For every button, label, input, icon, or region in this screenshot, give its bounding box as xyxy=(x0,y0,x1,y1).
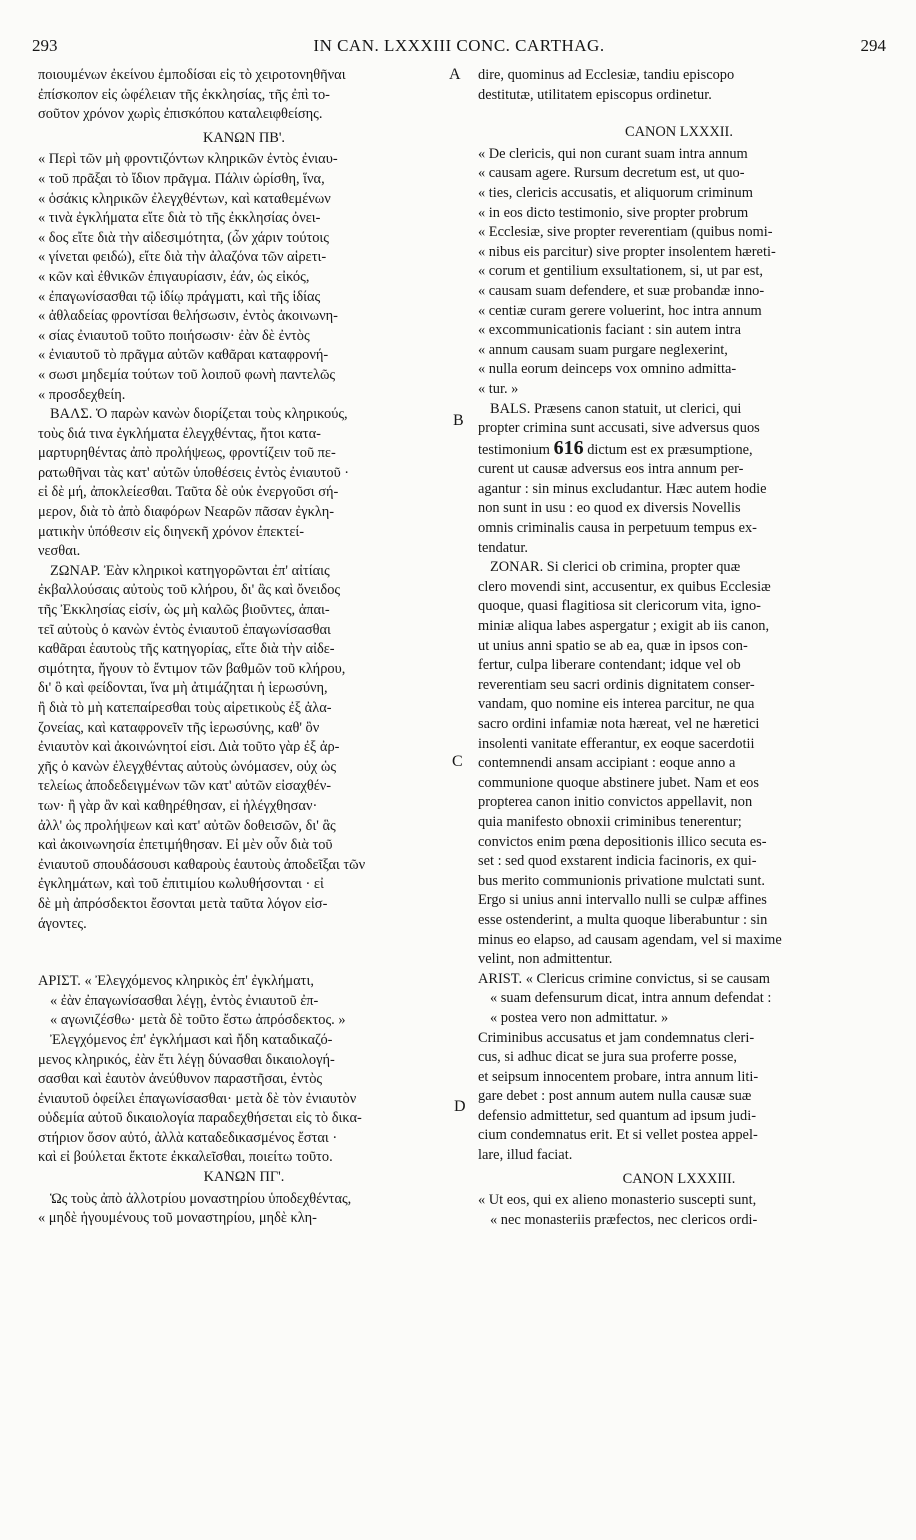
text-line: ut unius anni spatio se ab ea, quæ in ipsos con- xyxy=(478,637,748,654)
commentator-label: ARIST. xyxy=(478,970,523,987)
commentator-label: ΑΡΙΣΤ. xyxy=(38,973,81,990)
text-line: « τοῦ πρᾶξαι τὸ ἴδιον πρᾶγμα. Πάλιν ὡρίσθη, ἵνα, xyxy=(38,170,325,187)
text-line: communione quoque abstinere jubet. Nam et eos xyxy=(478,774,759,791)
text-line: bus merito communionis privatione mulctati sunt. xyxy=(478,872,765,889)
text-line: reverentiam seu sacri ordinis dignitatem conser- xyxy=(478,676,755,693)
text-line: esse ostenderint, a multa quoque liberabuntur : sin xyxy=(478,911,768,928)
text-line: tendatur. xyxy=(478,539,528,556)
text-line: insolenti vanitate efferantur, ex eoque sacerdotii xyxy=(478,735,755,752)
text-line: propter crimina sunt accusati, sive adversus quos xyxy=(478,420,760,437)
text-line: ματικὴν ὑπόθεσιν εἰς διηνεκῆ χρόνον ἐπεκτεί- xyxy=(38,523,305,540)
balsamon-commentary xyxy=(38,405,450,562)
greek-intro xyxy=(38,66,450,125)
page-number-left: 293 xyxy=(32,36,58,55)
text-line: Criminibus accusatus et jam condemnatus cleri- xyxy=(478,1029,755,1046)
text-line: « κῶν καὶ ἐθνικῶν ἐπιγαυρίασιν, ἐάν, ὡς εἰκός, xyxy=(38,268,310,285)
text-line: « ἐνιαυτοῦ τὸ πρᾶγμα αὐτῶν καθᾶραι καταφρονή- xyxy=(38,347,329,364)
text-line: minus eo elapso, ad causam agendam, vel si maxime xyxy=(478,931,782,948)
text-line: quia manifesto obnoxii criminibus tenerentur; xyxy=(478,813,742,830)
text-line: ρατωθῆναι τὰς κατ' αὐτῶν ὑποθέσεις ἐντὸς ἐνιαυτοῦ · xyxy=(38,464,350,481)
text-line: Præsens canon statuit, ut clerici, qui xyxy=(534,400,742,417)
text-line: σοῦτον χρόνον χωρὶς ἐπισκόπου καταλειφθείσης. xyxy=(38,106,323,123)
text-line: Ὁ παρὼν κανὼν διορίζεται τοὺς κληρικούς, xyxy=(96,406,348,423)
text-line: « Ecclesiæ, sive propter reverentiam (quibus nomi- xyxy=(478,224,773,241)
zonaras-commentary xyxy=(38,562,450,934)
text-line: vandam, quo nomine eis interea parcitur, ne qua xyxy=(478,696,755,713)
text-line: agantur : sin minus excludantur. Hæc autem hodie xyxy=(478,480,767,497)
aristenus-commentary xyxy=(38,972,450,1168)
text-line: curent ut causæ adversus eos intra annum per- xyxy=(478,461,744,478)
text-line: propterea canon initio convictos appellavit, non xyxy=(478,794,753,811)
text-line: « ἐπαγωνίσασθαι τῷ ἰδίῳ πράγματι, καὶ τῆς ἰδίας xyxy=(38,288,321,305)
text-line: « δος εἴτε διὰ τὴν αἰδεσιμότητα, (ὧν χάριν τούτοις xyxy=(38,229,329,246)
page-header xyxy=(32,36,886,58)
text-line: « ἐὰν ἐπαγωνίσασθαι λέγῃ, ἐντὸς ἐνιαυτοῦ ἐπ- xyxy=(50,992,319,1009)
running-title: IN CAN. LXXXIII CONC. CARTHAG. xyxy=(313,36,605,55)
text-line: clero movendi sint, accusentur, ex quibus Ecclesiæ xyxy=(478,578,771,595)
text-line: non sunt in usu : eo quod ex diversis Novellis xyxy=(478,500,741,517)
greek-column xyxy=(38,66,450,1229)
canon-text xyxy=(478,145,880,400)
text-line: « causam suam defendere, et suæ probandæ inno- xyxy=(478,282,765,299)
text-line: cium condemnatus erit. Et si vellet postea appel- xyxy=(478,1127,758,1144)
text-line: et seipsum innocentem probare, intra annum liti- xyxy=(478,1068,759,1085)
next-canon-text xyxy=(478,1191,880,1230)
text-line: omnis criminalis causa in perpetuum tempus ex- xyxy=(478,520,757,537)
commentator-label: ZONAR. xyxy=(490,559,544,576)
text-line: « ties, clericis accusatis, et aliquorum criminum xyxy=(478,184,753,201)
text-line: Ὡς τοὺς ἀπὸ ἀλλοτρίου μοναστηρίου ὑποδεχθέντας, xyxy=(50,1190,352,1207)
text-line: « nibus eis parcitur) sive propter insolentem hæreti- xyxy=(478,243,776,260)
text-line: Ἐὰν κληρικοὶ κατηγορῶνται ἐπ' αἰτίαις xyxy=(103,562,330,579)
commentator-label: ΒΑΛΣ. xyxy=(50,406,93,423)
text-line: « σωσι μηδεμία τούτων τοῦ λοιποῦ φωνὴ παντελῶς xyxy=(38,366,336,383)
text-line: τοὺς διά τινα ἐγκλήματα ἐλεγχθέντας, ἤτοι κατα- xyxy=(38,425,321,442)
text-line: testimonium xyxy=(478,441,550,458)
text-line: νεσθαι. xyxy=(38,543,81,560)
text-line: « causam agere. Rursum decretum est, ut quo- xyxy=(478,165,745,182)
text-line: « σίας ἐνιαυτοῦ τοῦτο ποιήσωσιν· ἐὰν δὲ ἐντὸς xyxy=(38,327,310,344)
text-line: στήριον ὅσον αὐτό, ἀλλὰ καταδεδικασμένος ἔσται · xyxy=(38,1129,338,1146)
text-line: τελείως ἀποδεδειγμένων τῶν κατ' αὐτῶν εἰσαχθέν- xyxy=(38,778,332,795)
text-line: contemnendi ansam accipiant : eoque anno a xyxy=(478,755,736,772)
text-line: σασθαι καὶ ἑαυτὸν ἀνεύθυνον παραστῆσαι, ἐντὸς xyxy=(38,1071,323,1088)
commentator-label: ΖΩΝΑΡ. xyxy=(50,562,101,579)
text-line: « Περὶ τῶν μὴ φροντιζόντων κληρικῶν ἐντὸς ἐνιαυ- xyxy=(38,151,338,168)
text-line: convictos enim pœna depositionis illico secuta es- xyxy=(478,833,767,850)
edition-page-number: 616 xyxy=(553,438,584,459)
margin-letter-c: C xyxy=(452,753,463,770)
text-line: τεῖ αὐτοὺς ὁ κανὼν ἐντὸς ἐνιαυτοῦ ἐπαγωνίσασθαι xyxy=(38,621,331,638)
aristenus-commentary xyxy=(478,970,880,1166)
balsamon-commentary xyxy=(478,400,880,559)
next-canon-heading: CANON LXXXIII. xyxy=(622,1170,736,1187)
text-line: « De clericis, qui non curant suam intra annum xyxy=(478,145,748,162)
text-line: ἐνιαυτὸν καὶ ἀκοινώνητοί εἰσι. Διὰ τοῦτο γὰρ ἐξ ἀρ- xyxy=(38,739,340,756)
text-line: μαρτυρηθέντας ἀπὸ προλήψεως, φροντίζειν τοῦ πε- xyxy=(38,445,336,462)
canon-heading: CANON LXXXII. xyxy=(625,124,733,141)
text-line: « γίνεται φειδώ), εἴτε διὰ τὴν ἀλαζόνα τῶν αἱρετι- xyxy=(38,249,327,266)
text-line: « postea vero non admittatur. » xyxy=(490,1009,669,1026)
page-number-right: 294 xyxy=(860,36,886,55)
text-line: άγοντες. xyxy=(38,915,87,932)
next-canon-heading: ΚΑΝΩΝ ΠΓ'. xyxy=(203,1169,285,1186)
margin-letter-a: A xyxy=(449,66,461,83)
text-line: cus, si adhuc dicat se jura sua proferre posse, xyxy=(478,1049,737,1066)
text-line: « tur. » xyxy=(478,380,519,397)
text-line: « centiæ curam gerere voluerint, hoc intra annum xyxy=(478,302,762,319)
text-line: καὶ εἰ βούλεται ἔκτοτε ἐκκαλεῖσθαι, ποιείτω τοῦτο. xyxy=(38,1149,333,1166)
text-line: quoque, quasi flagitiosa sit clericorum vita, igno- xyxy=(478,598,761,615)
text-line: « in eos dicto testimonio, sive propter probrum xyxy=(478,204,749,221)
canon-text xyxy=(38,150,450,405)
text-line: των· ἢ γὰρ ἂν καὶ καθηρέθησαν, εἰ ἠλέγχθησαν· xyxy=(38,797,318,814)
text-line: μενος κληρικός, ἐὰν ἔτι λέγῃ δύνασθαι δικαιολογή- xyxy=(38,1051,335,1068)
text-line: καθᾶραι ἑαυτοὺς τῆς κατηγορίας, εἴτε διὰ τὴν αἰδε- xyxy=(38,641,335,658)
text-line: Ἐλεγχόμενος ἐπ' ἐγκλήμασι καὶ ἤδη καταδικαζό- xyxy=(50,1031,333,1048)
text-line: « annum causam suam purgare neglexerint, xyxy=(478,341,728,358)
text-line: « Ἐλεγχόμενος κληρικὸς ἐπ' ἐγκλήματι, xyxy=(84,973,314,990)
text-line: χῆς ὁ κανὼν ἐλεγχθέντας αὐτοὺς ὠνόμασεν, οὐχ ὡς xyxy=(38,758,337,775)
zonaras-commentary xyxy=(478,558,880,969)
text-line: « Ut eos, qui ex alieno monasterio suscepti sunt, xyxy=(478,1192,757,1209)
text-line: velint, non admittentur. xyxy=(478,951,613,968)
text-line: ἐκβαλλούσαις αὐτοὺς τοῦ κλήρου, δι' ἃς καὶ ὄνειδος xyxy=(38,582,341,599)
text-line: gare debet : post annum autem nulla causæ suæ xyxy=(478,1088,752,1105)
latin-column xyxy=(478,66,880,1230)
next-canon-text xyxy=(38,1190,450,1229)
text-line: ἐνιαυτοῦ ὀφείλει ἐπαγωνίσασθαι· μετὰ δὲ τὸν ἐνιαυτὸν xyxy=(38,1090,357,1107)
text-line: « excommunicationis faciant : sin autem intra xyxy=(478,322,741,339)
text-line: « τινὰ ἐγκλήματα εἴτε διὰ τὸ τῆς ἐκκλησίας ὀνει- xyxy=(38,210,321,227)
text-line: καὶ ἀκοινωνησία ἐπετιμήθησαν. Εἰ μὲν οὖν διὰ τοῦ xyxy=(38,837,333,854)
text-line: εἰ δὲ μή, ἀποκλείεσθαι. Ταῦτα δὲ οὐκ ἐνεργοῦσι σή- xyxy=(38,484,339,501)
text-line: dire, quominus ad Ecclesiæ, tandiu episcopo xyxy=(478,67,735,83)
text-line: miniæ aliqua labes aspergatur ; exigit ab iis canon, xyxy=(478,618,770,635)
margin-letter-d: D xyxy=(454,1098,466,1115)
text-line: σιμότητα, ἤγουν τὸ ἔντιμον τῶν βαθμῶν τοῦ κλήρου, xyxy=(38,660,346,677)
text-line: « Clericus crimine convictus, si se causam xyxy=(525,970,770,987)
text-line: ἢ διὰ τὸ μὴ κατεπαίρεσθαι τοὺς αἱρετικοὺς ἐξ ἀλα- xyxy=(38,700,332,716)
text-line: ἐνιαυτοῦ σπουδάσουσι καθαροὺς ἑαυτοὺς ἀποδεῖξαι τῶν xyxy=(38,856,366,873)
text-line: δι' ὃ καὶ φείδονται, ἵνα μὴ ἀτιμάζηται ἡ ἱερωσύνη, xyxy=(38,680,328,697)
latin-intro xyxy=(478,66,880,105)
text-line: set : sed quod exstarent indicia facinoris, ex qui- xyxy=(478,853,757,870)
canon-heading: ΚΑΝΩΝ ΠΒ'. xyxy=(202,129,286,146)
text-line: lare, illud faciat. xyxy=(478,1147,573,1164)
text-line: μερον, διὰ τὸ ἀπὸ διαφόρων Νεαρῶν πᾶσαν ἐγκλη- xyxy=(38,504,335,521)
text-line: « corum et gentilium exsultationem, si, ut par est, xyxy=(478,263,763,280)
text-line: defensio admittetur, sed quantum ad ipsum judi- xyxy=(478,1107,756,1124)
text-line: ποιουμένων ἐκείνου ἐμποδίσαι εἰς τὸ χειροτονηθῆναι xyxy=(38,67,346,83)
text-line: dictum est ex præsumptione, xyxy=(587,441,753,458)
text-line: sacro ordini infamiæ nota hæreat, vel ne hæretici xyxy=(478,716,760,732)
text-line: ἐγκλημάτων, καὶ τοῦ ἐπιτιμίου κωλυθήσονται · εἰ xyxy=(38,876,324,893)
text-line: τῆς Ἐκκλησίας εἰσίν, ὡς μὴ καλῶς βιοῦντες, ἀπαι- xyxy=(38,602,330,619)
text-line: ἐπίσκοπον εἰς ὠφέλειαν τῆς ἐκκλησίας, τῆς ἐπὶ το- xyxy=(38,86,330,103)
text-line: destitutæ, utilitatem episcopus ordinetur. xyxy=(478,86,712,103)
text-line: « ὁσάκις κληρικῶν ἐλεγχθέντων, καὶ καταθεμένων xyxy=(38,190,331,207)
margin-letter-b: B xyxy=(453,412,464,429)
commentator-label: BALS. xyxy=(490,400,531,417)
text-line: « ἀθλαδείας φροντίσαι θελήσωσιν, ἐντὸς ἀκοινωνη- xyxy=(38,308,338,325)
text-line: « αγωνιζέσθω· μετὰ δὲ τοῦτο ἔστω ἀπρόσδεκτος. » xyxy=(50,1012,346,1029)
text-line: οὐδεμία αὐτοῦ δικαιολογία παραδεχθήσεται εἰς τὸ δικα- xyxy=(38,1110,362,1127)
text-line: « nec monasteriis præfectos, nec clericos ordi- xyxy=(490,1211,758,1228)
text-line: ἀλλ' ὡς προλήψεων καὶ κατ' αὐτῶν δοθεισῶν, δι' ἃς xyxy=(38,817,336,834)
text-line: Ergo si unius anni intervallo nulli se culpæ affines xyxy=(478,892,767,909)
text-line: δὲ μὴ ἀπρόσδεκτοι ἔσονται μετὰ ταῦτα λόγον εἰσ- xyxy=(38,895,328,912)
text-line: « προσδεχθείη. xyxy=(38,386,126,403)
text-line: Si clerici ob crimina, propter quæ xyxy=(546,559,741,576)
text-line: « μηδὲ ἡγουμένους τοῦ μοναστηρίου, μηδὲ κλη- xyxy=(38,1210,317,1227)
text-line: fertur, culpa liberare contendant; idque vel ob xyxy=(478,657,741,674)
text-line: « suam defensurum dicat, intra annum defendat : xyxy=(490,990,772,1007)
text-line: « nulla eorum deinceps vox omnino admitta- xyxy=(478,361,737,378)
text-line: ζονείας, καὶ καταφρονεῖν τῆς ἱερωσύνης, καθ' ὃν xyxy=(38,719,320,736)
